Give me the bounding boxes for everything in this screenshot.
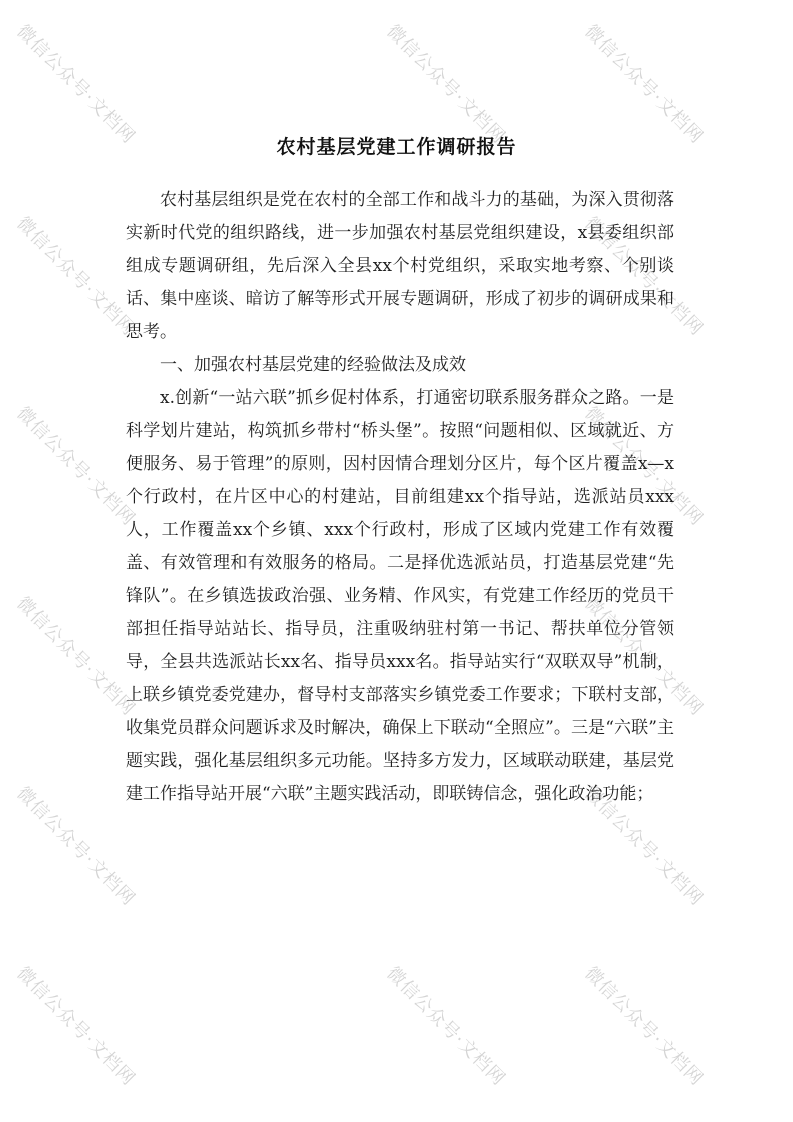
- watermark: 微信公众号·文档网: [382, 962, 510, 1090]
- watermark: 微信公众号·文档网: [12, 402, 140, 530]
- watermark: 微信公众号·文档网: [12, 212, 140, 340]
- section-heading: 一、加强农村基层党建的经验做法及成效: [160, 355, 466, 375]
- intro-paragraph: 农村基层组织是党在农村的全部工作和战斗力的基础，为深入贯彻落实新时代党的组织路线，进一步加强农村基层党组织建设，x县委组织部组成专题调研组，先后深入全县xx个村党组织，采取实地考察、个别谈话、集中座谈、暗访了解等形式开展专题调研，形成了初步的调研成果和思考。: [126, 190, 674, 342]
- watermark: 微信公众号·文档网: [580, 592, 708, 720]
- watermark: 微信公众号·文档网: [580, 962, 708, 1090]
- document-body: [126, 184, 674, 811]
- watermark: 微信公众号·文档网: [12, 962, 140, 1090]
- watermark: 微信公众号·文档网: [580, 402, 708, 530]
- watermark: 微信公众号·文档网: [12, 592, 140, 720]
- watermark: 微信公众号·文档网: [580, 212, 708, 340]
- document-title: 农村基层党建工作调研报告: [276, 136, 517, 158]
- watermark: 微信公众号·文档网: [580, 782, 708, 910]
- body-paragraph: x.创新“一站六联”抓乡促村体系，打通密切联系服务群众之路。一是科学划片建站，构筑抓乡带村“桥头堡”。按照“问题相似、区域就近、方便服务、易于管理”的原则，因村因情合理划分区片，每个区片覆盖x—x个行政村，在片区中心的村建站，目前组建xx个指导站，选派站员xxx人，工作覆盖xx个乡镇、xxx个行政村，形成了区域内党建工作有效覆盖、有效管理和有效服务的格局。二是择优选派站员，打造基层党建“先锋队”。在乡镇选拔政治强、业务精、作风实，有党建工作经历的党员干部担任指导站站长、指导员，注重吸纳驻村第一书记、帮扶单位分管领导，全县共选派站长xx名、指导员xxx名。指导站实行“双联双导”机制，上联乡镇党委党建办，督导村支部落实乡镇党委工作要求；下联村支部，收集党员群众问题诉求及时解决，确保上下联动“全照应”。三是“六联”主题实践，强化基层组织多元功能。坚持多方发力，区域联动联建，基层党建工作指导站开展“六联”主题实践活动，即联铸信念，强化政治功能；: [126, 388, 674, 804]
- watermark: 微信公众号·文档网: [580, 20, 708, 148]
- watermark: 微信公众号·文档网: [382, 20, 510, 148]
- watermark: 微信公众号·文档网: [12, 782, 140, 910]
- watermark: 微信公众号·文档网: [12, 20, 140, 148]
